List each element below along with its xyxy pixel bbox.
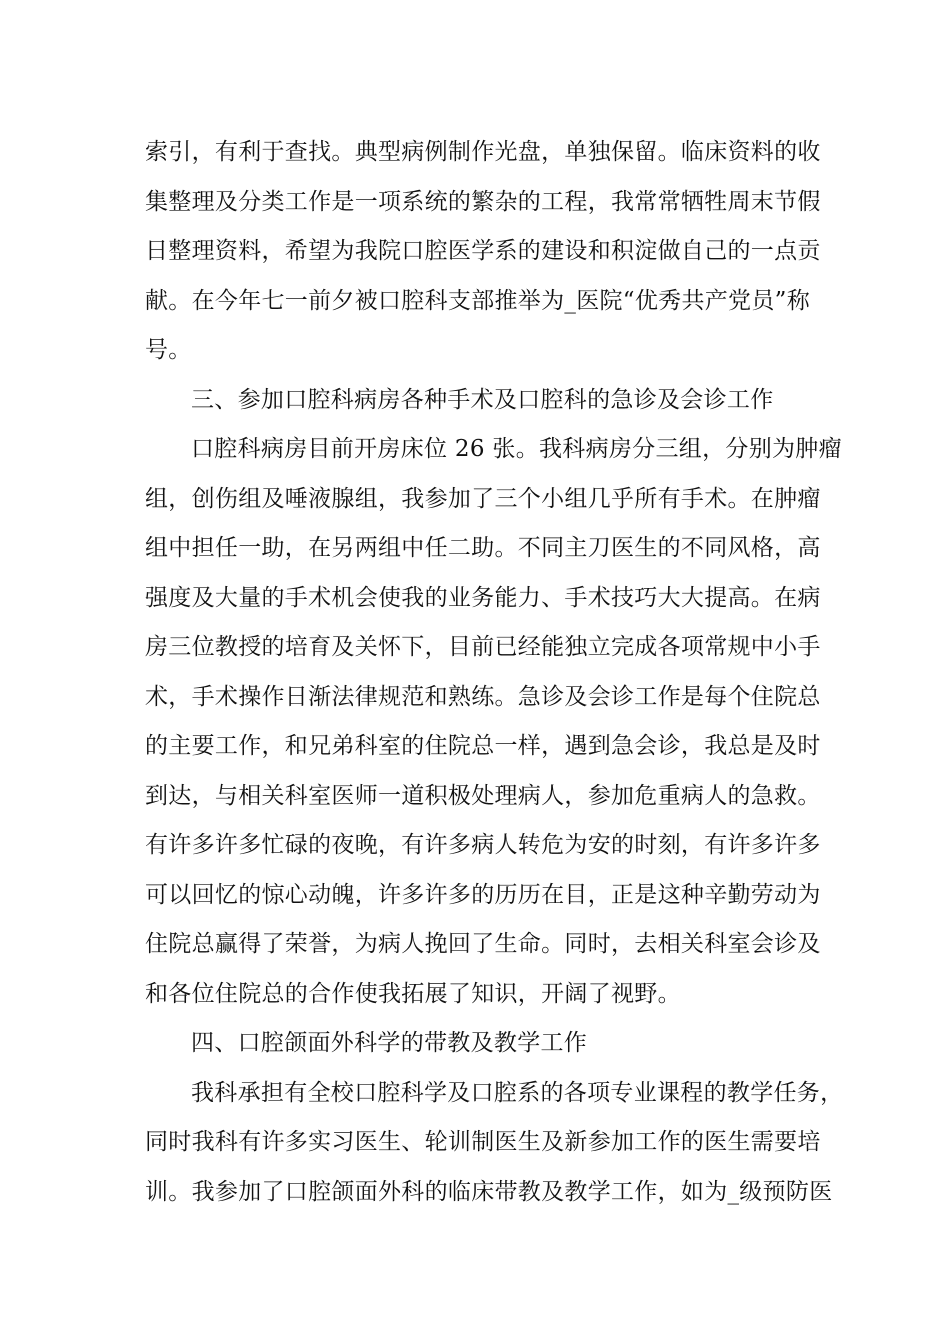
body-paragraph [145, 128, 821, 376]
text-line: 术，手术操作日渐法律规范和熟练。急诊及会诊工作是每个住院总 [145, 683, 821, 710]
text-line: 组，创伤组及唾液腺组，我参加了三个小组几乎所有手术。在肿瘤 [145, 485, 821, 512]
text-line: 号。 [145, 337, 192, 363]
text-line: 日整理资料，希望为我院口腔医学系的建设和积淀做自己的一点贡 [145, 238, 821, 264]
text-line: 我科承担有全校口腔科学及口腔系的各项专业课程的教学任务， [191, 1079, 844, 1106]
text-line: 训。我参加了口腔颌面外科的临床带教及教学工作，如为_级预防医 [145, 1178, 833, 1205]
text-line: 组中担任一助，在另两组中任二助。不同主刀医生的不同风格，高 [145, 535, 821, 561]
text-line: 献。在今年七一前夕被口腔科支部推举为_医院“优秀共产党员”称 [145, 287, 811, 314]
body-paragraph [145, 1069, 844, 1218]
text-line: 可以回忆的惊心动魄，许多许多的历历在目，正是这种辛勤劳动为 [145, 881, 821, 908]
text-line: 住院总赢得了荣誉，为病人挽回了生命。同时，去相关科室会诊及 [145, 931, 821, 957]
text-line: 到达，与相关科室医师一道积极处理病人，参加危重病人的急救。 [145, 782, 821, 809]
text-line: 集整理及分类工作是一项系统的繁杂的工程，我常常牺牲周末节假 [145, 188, 821, 215]
section-heading: 四、口腔颌面外科学的带教及教学工作 [191, 1030, 588, 1056]
text-line: 口腔科病房目前开房床位 26 张。我科病房分三组，分别为肿瘤 [191, 436, 842, 462]
text-line: 和各位住院总的合作使我拓展了知识，开阔了视野。 [145, 980, 681, 1007]
text-line: 有许多许多忙碌的夜晚，有许多病人转危为安的时刻，有许多许多 [145, 832, 821, 858]
section-heading: 三、参加口腔科病房各种手术及口腔科的急诊及会诊工作 [191, 386, 774, 413]
text-line: 索引，有利于查找。典型病例制作光盘，单独保留。临床资料的收 [145, 139, 821, 165]
body-paragraph [145, 425, 842, 1019]
text-line: 同时我科有许多实习医生、轮训制医生及新参加工作的医生需要培 [145, 1129, 821, 1155]
text-line: 房三位教授的培育及关怀下，目前已经能独立完成各项常规中小手 [145, 634, 821, 660]
document-body [145, 128, 844, 1217]
text-line: 强度及大量的手术机会使我的业务能力、手术技巧大大提高。在病 [145, 584, 821, 611]
text-line: 的主要工作，和兄弟科室的住院总一样，遇到急会诊，我总是及时 [145, 733, 821, 759]
